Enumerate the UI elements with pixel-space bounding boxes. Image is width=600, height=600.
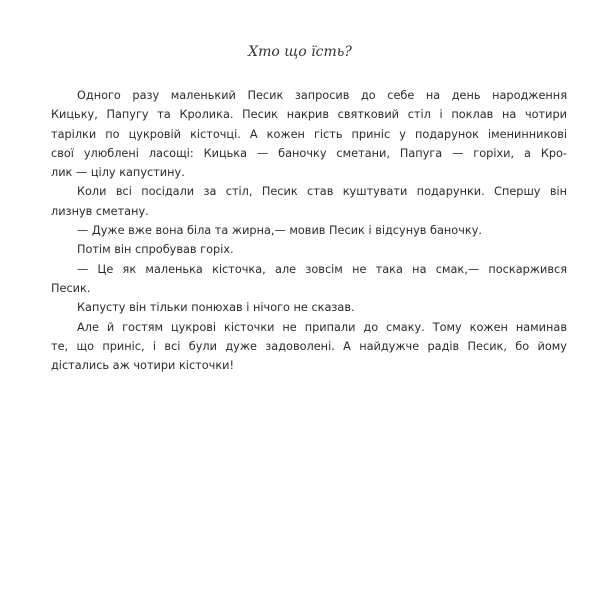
text-line: — Дуже вже вона біла та жирна,— мовив Песик і відсунув баночку. bbox=[77, 224, 482, 238]
text-line: — Це як маленька кісточка, але зовсім не така на смак,— поскаржився bbox=[77, 262, 567, 276]
text-line: дістались аж чотири кісточки! bbox=[51, 359, 235, 373]
text-line: те, що приніс, і всі були дуже задоволені. А найдужче радів Песик, бо йому bbox=[51, 339, 567, 353]
text-line: лизнув сметану. bbox=[51, 204, 149, 218]
text-line: лик — цілу капустину. bbox=[51, 166, 185, 180]
page-title: Хто що їсть? bbox=[248, 44, 352, 60]
text-line: Коли всі посідали за стіл, Песик став куштувати подарунки. Спершу він bbox=[77, 185, 567, 199]
text-line: Песик. bbox=[51, 281, 91, 295]
text-line: Потім він спробував горіх. bbox=[77, 243, 234, 257]
text-line: тарілки по цукровій кісточці. А кожен гість приніс у подарунок іменинникові bbox=[51, 127, 567, 141]
text-line: Капусту він тільки понюхав і нічого не сказав. bbox=[77, 301, 355, 315]
story-text bbox=[51, 86, 571, 375]
text-line: Але й гостям цукрові кісточки не припали до смаку. Тому кожен наминав bbox=[77, 320, 567, 334]
text-line: свої улюблені ласощі: Кицька — баночку сметани, Папуга — горіхи, а Кро- bbox=[51, 146, 567, 160]
text-line: Одного разу маленький Песик запросив до себе на день народження bbox=[77, 89, 567, 102]
text-line: Кицьку, Папугу та Кролика. Песик накрив святковий стіл і поклав на чотири bbox=[51, 108, 567, 122]
